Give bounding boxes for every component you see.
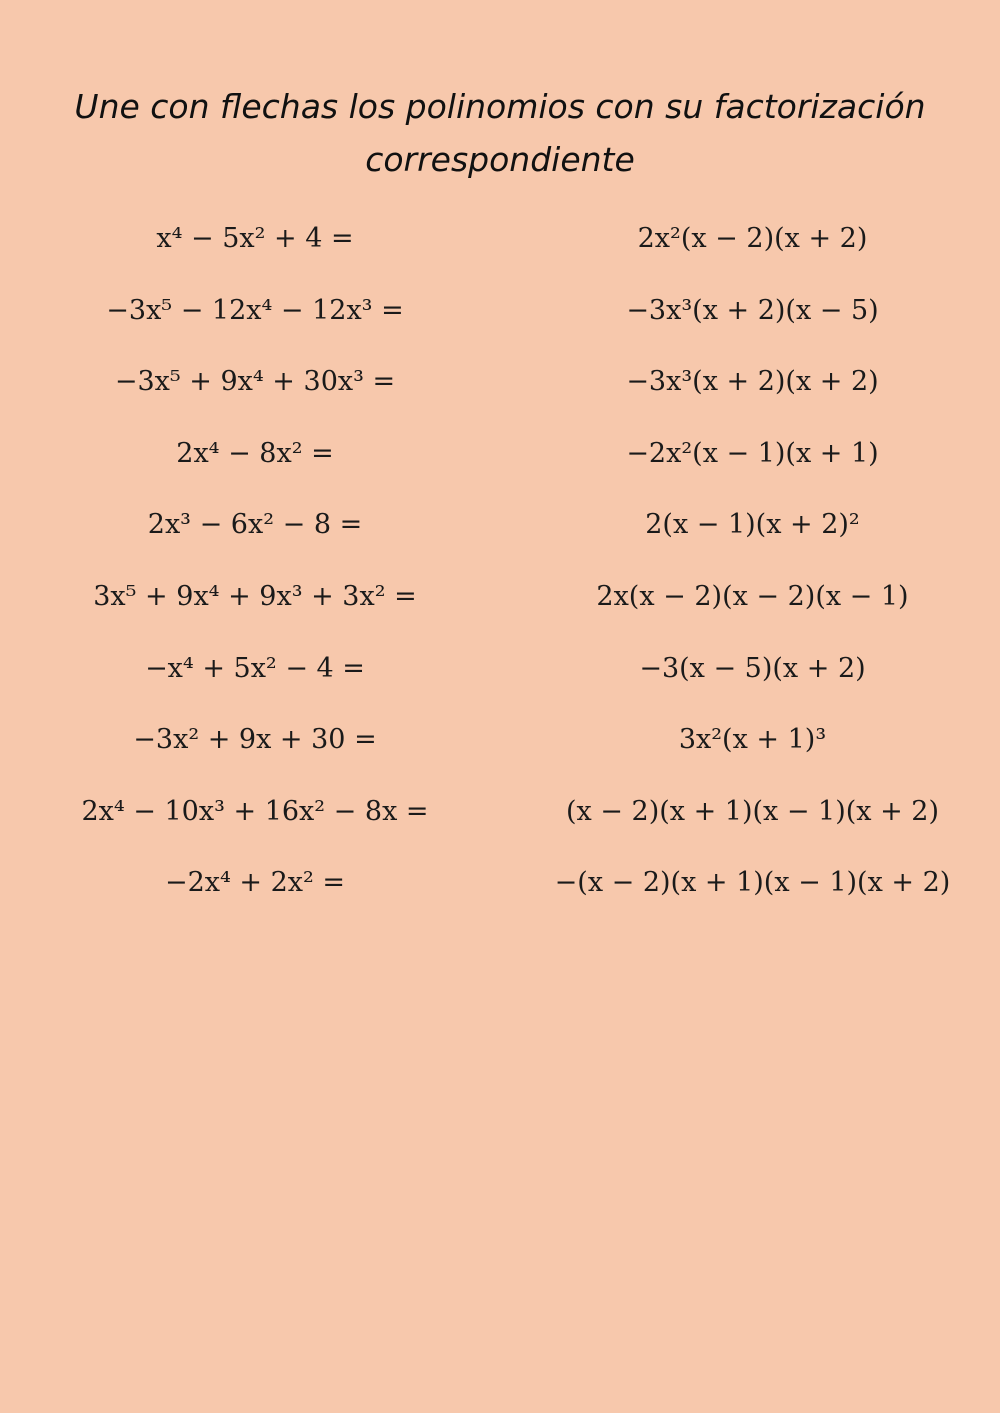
factorization-item[interactable]: −3x³(x + 2)(x − 5)	[626, 294, 879, 326]
polynomial-item[interactable]: −3x⁵ + 9x⁴ + 30x³ =	[114, 366, 396, 398]
title-line-2: correspondiente	[365, 140, 635, 179]
polynomial-item[interactable]: −3x² + 9x + 30 =	[133, 724, 377, 756]
factorization-item[interactable]: −2x²(x − 1)(x + 1)	[626, 437, 879, 469]
factorization-item[interactable]: −3(x − 5)(x + 2)	[639, 652, 866, 684]
title-line-1: Une con flechas los polinomios con su factorización	[74, 87, 926, 126]
factorizations-column	[505, 210, 1000, 926]
polynomial-item[interactable]: x⁴ − 5x² + 4 =	[156, 223, 354, 254]
factorization-item[interactable]: −(x − 2)(x + 1)(x − 1)(x + 2)	[554, 867, 951, 899]
polynomials-column	[0, 210, 510, 926]
polynomial-item[interactable]: −3x⁵ − 12x⁴ − 12x³ =	[106, 294, 404, 326]
factorization-item[interactable]: −3x³(x + 2)(x + 2)	[626, 366, 879, 398]
factorization-item[interactable]: 2(x − 1)(x + 2)²	[645, 509, 860, 541]
worksheet-title	[60, 80, 940, 186]
factorization-item[interactable]: 2x(x − 2)(x − 2)(x − 1)	[596, 580, 909, 612]
factorization-item[interactable]: (x − 2)(x + 1)(x − 1)(x + 2)	[565, 795, 940, 827]
factorization-item[interactable]: 3x²(x + 1)³	[678, 724, 827, 756]
polynomial-item[interactable]: 3x⁵ + 9x⁴ + 9x³ + 3x² =	[93, 580, 417, 612]
polynomial-item[interactable]: 2x⁴ − 10x³ + 16x² − 8x =	[81, 795, 429, 827]
polynomial-item[interactable]: −2x⁴ + 2x² =	[164, 867, 346, 899]
polynomial-item[interactable]: 2x³ − 6x² − 8 =	[147, 509, 363, 541]
factorization-item[interactable]: 2x²(x − 2)(x + 2)	[637, 223, 868, 254]
polynomial-item[interactable]: −x⁴ + 5x² − 4 =	[145, 652, 365, 684]
polynomial-item[interactable]: 2x⁴ − 8x² =	[176, 437, 334, 469]
